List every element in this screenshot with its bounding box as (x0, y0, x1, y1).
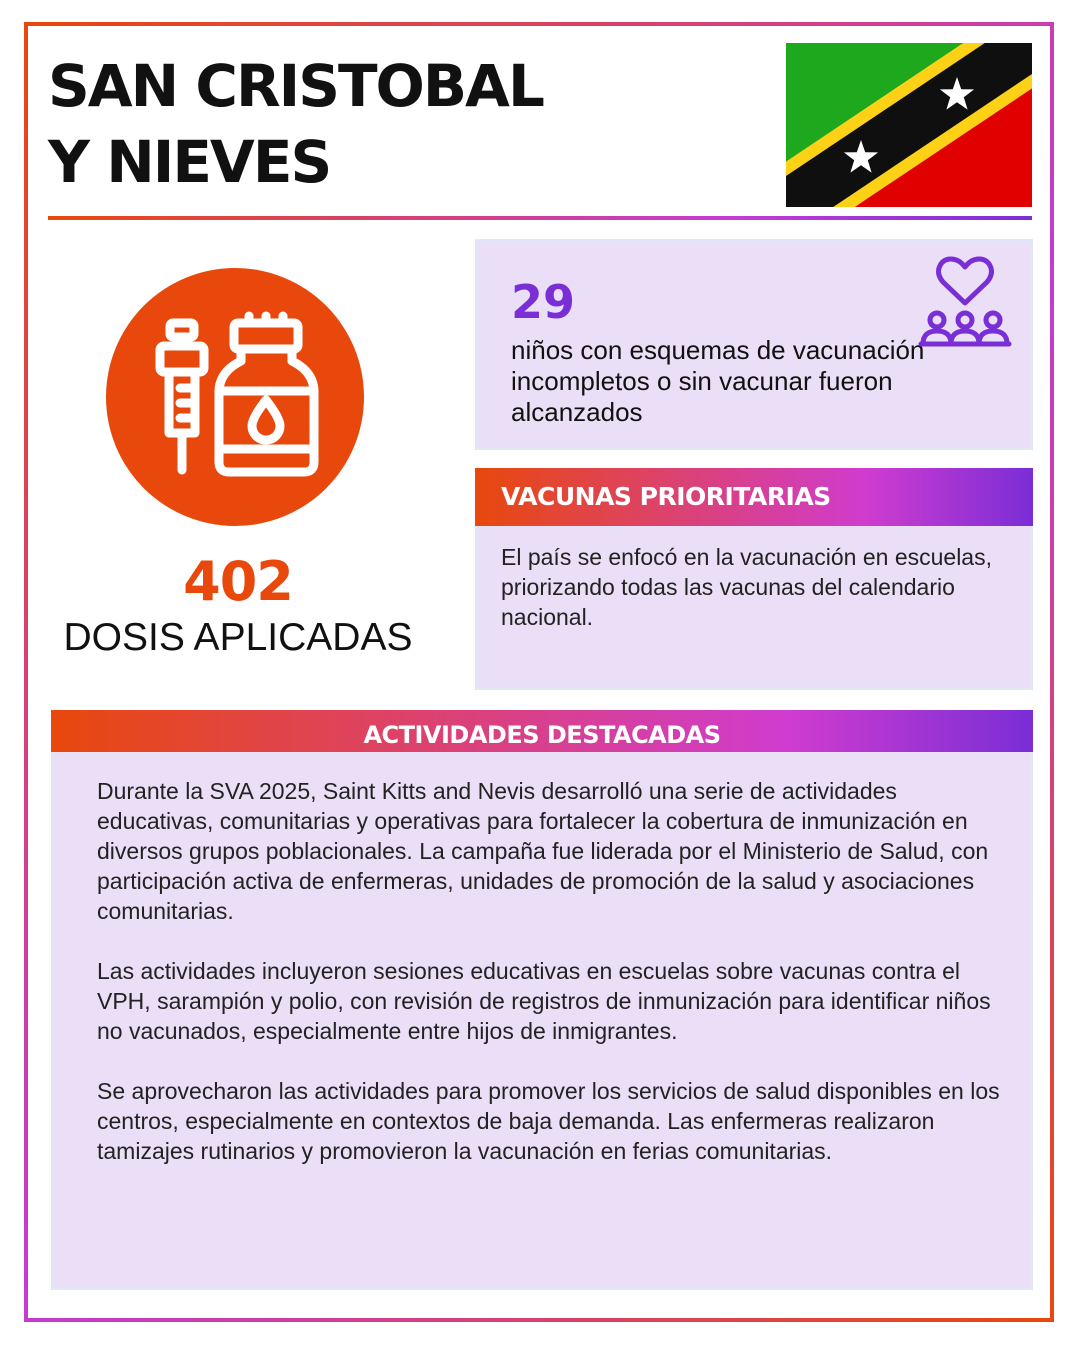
activities-paragraph-3: Se aprovecharon las actividades para promover los servicios de salud disponibles en los centros, especialmente en contextos de baja demanda. Las enfermeras realizaron tamizajes rutinarios y promovieron la vacunación en ferias comunitarias. (97, 1078, 1000, 1164)
priority-vaccines-heading: VACUNAS PRIORITARIAS (501, 482, 831, 511)
priority-vaccines-panel (475, 526, 1033, 690)
syringe-vial-icon (106, 268, 364, 526)
priority-vaccines-header (475, 468, 1033, 526)
saint-kitts-nevis-flag-icon (786, 43, 1032, 207)
vaccine-badge (106, 268, 364, 526)
title-line-1: SAN CRISTOBAL (48, 52, 543, 120)
priority-vaccines-text: El país se enfocó en la vacunación en escuelas, priorizando todas las vacunas del calendario nacional. (501, 544, 992, 630)
doses-label: DOSIS APLICADAS (63, 616, 413, 659)
activities-header (51, 710, 1033, 752)
heart-group-icon (917, 253, 1017, 349)
doses-value: 402 (183, 550, 293, 613)
activities-heading: ACTIVIDADES DESTACADAS (363, 721, 721, 749)
activities-paragraph-1: Durante la SVA 2025, Saint Kitts and Nevis desarrolló una serie de actividades educativas, comunitarias y operativas para fortalecer la cobertura de inmunización en diversos grupos poblacionales. La campaña fue liderada por el Ministerio de Salud, con participación activa de enfermeras, unidades de promoción de la salud y asociaciones comunitarias. (97, 778, 989, 924)
page-title (48, 48, 543, 200)
header-divider (48, 216, 1032, 220)
children-value: 29 (511, 275, 576, 329)
children-description: niños con esquemas de vacunación incompletos o sin vacunar fueron alcanzados (511, 335, 925, 427)
children-reached-card (475, 239, 1033, 450)
title-line-2: Y NIEVES (48, 128, 331, 196)
activities-paragraph-2: Las actividades incluyeron sesiones educativas en escuelas sobre vacunas contra el VPH, sarampión y polio, con revisión de registros de inmunización para identificar niños no vacunados, especialmente entre hijos de inmigrantes. (97, 958, 991, 1044)
activities-panel (51, 752, 1033, 1290)
